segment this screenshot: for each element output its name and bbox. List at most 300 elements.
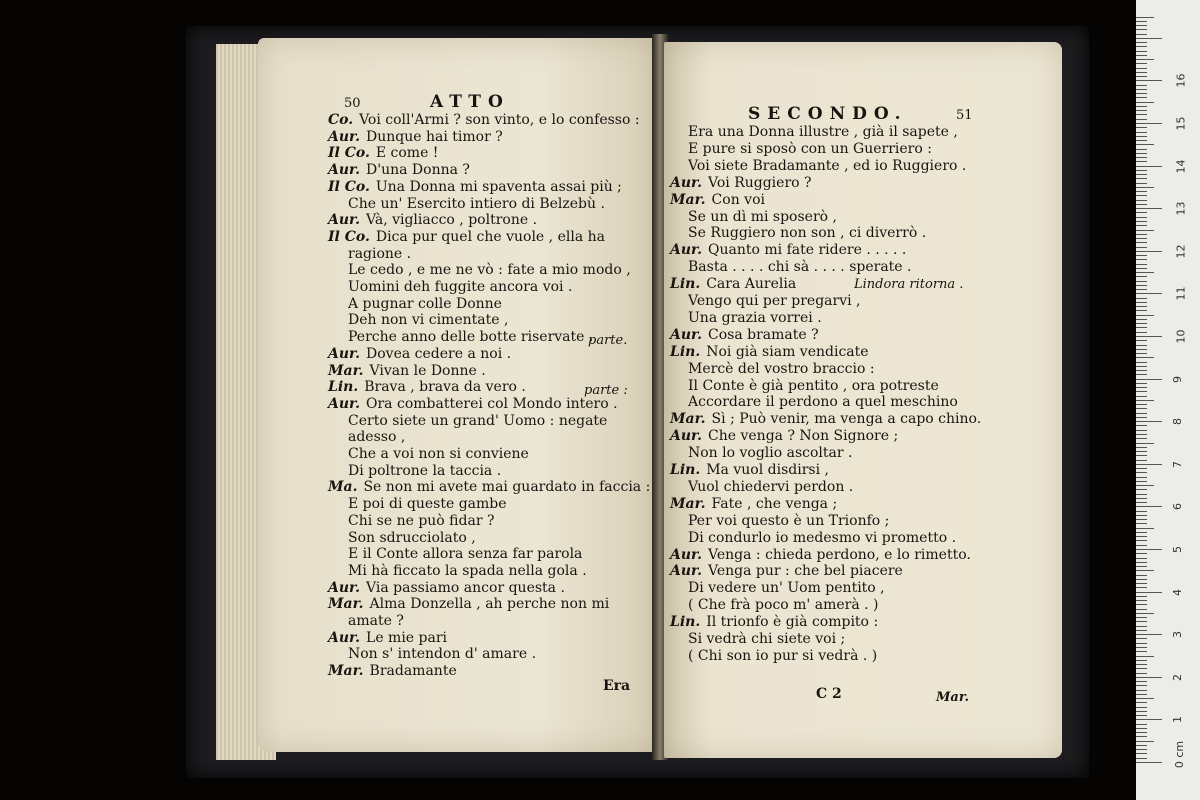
signature-mark: C 2 (816, 686, 842, 702)
ruler-tick (1136, 29, 1147, 30)
ruler-tick (1136, 238, 1147, 239)
ruler-label: 0 cm (1173, 740, 1187, 769)
ruler-tick (1136, 149, 1147, 150)
text-line (328, 363, 486, 379)
ruler-tick (1136, 298, 1147, 299)
ruler-tick (1136, 123, 1162, 124)
ruler-tick (1136, 549, 1162, 550)
text-line (328, 580, 565, 596)
ruler-label: 16 (1174, 73, 1188, 88)
speaker-name: Aur. (328, 579, 361, 596)
ruler-tick (1136, 259, 1147, 260)
ruler-tick (1136, 332, 1147, 333)
speaker-name: Lin. (670, 343, 701, 360)
ruler-tick (1136, 447, 1147, 448)
verse-text: Ma vuol disdirsi , (706, 462, 829, 478)
ruler-tick (1136, 545, 1147, 546)
text-line (328, 630, 447, 646)
ruler-tick (1136, 464, 1162, 465)
verse-text: Che un' Esercito intiero di Belzebù . (348, 195, 605, 212)
ruler-tick (1136, 660, 1147, 661)
verse-text: Certo siete un grand' Uomo : negate (348, 412, 608, 429)
ruler-tick (1136, 494, 1147, 495)
ruler-label: 9 (1171, 375, 1184, 383)
ruler-tick (1136, 208, 1162, 209)
speaker-name: Aur. (328, 212, 361, 229)
ruler-tick (1136, 357, 1154, 358)
text-line (348, 429, 405, 445)
speaker-name: Lin. (328, 379, 359, 396)
verse-text: Vengo qui per pregarvi , (688, 293, 861, 309)
ruler-tick (1136, 97, 1147, 98)
ruler-tick (1136, 21, 1147, 22)
text-line (348, 463, 501, 479)
speaker-name: Aur. (670, 546, 703, 563)
text-line (348, 296, 502, 312)
ruler-tick (1136, 762, 1162, 763)
ruler-tick (1136, 319, 1147, 320)
verse-text: Mercè del vostro braccio : (688, 360, 875, 377)
speaker-name: Aur. (328, 128, 361, 145)
text-line (348, 413, 607, 429)
ruler-tick (1136, 498, 1147, 499)
ruler-tick (1136, 140, 1147, 141)
text-line (348, 262, 631, 278)
text-line (688, 394, 958, 410)
ruler-tick (1136, 391, 1147, 392)
ruler-tick (1136, 55, 1147, 56)
speaker-name: Aur. (328, 345, 361, 362)
verse-text: Mi hà ficcato la spada nella gola . (348, 562, 587, 579)
ruler-tick (1136, 583, 1147, 584)
ruler-tick (1136, 519, 1147, 520)
ruler-tick (1136, 157, 1147, 158)
ruler-tick (1136, 345, 1147, 346)
verse-text: ( Chi son io pur si vedrà . ) (688, 647, 878, 664)
verse-text: Noi già siam vendicate (706, 343, 869, 360)
verse-text: Venga : chieda perdono, e lo rimetto. (708, 546, 971, 563)
ruler-tick (1136, 76, 1147, 77)
ruler-tick (1136, 630, 1147, 631)
ruler-tick (1136, 264, 1147, 265)
ruler-tick (1136, 749, 1147, 750)
ruler-tick (1136, 753, 1147, 754)
ruler-tick (1136, 242, 1147, 243)
ruler-label: 11 (1174, 286, 1188, 301)
speaker-name: Il Co. (328, 228, 370, 245)
verse-text: Sì ; Può venir, ma venga a capo chino. (711, 411, 982, 428)
verse-text: Và, vigliacco , poltrone . (366, 212, 538, 229)
verse-text: Il trionfo è già compito : (706, 614, 879, 631)
ruler-tick (1136, 247, 1147, 248)
verse-text: Per voi questo è un Trionfo ; (688, 512, 890, 529)
ruler-tick (1136, 647, 1147, 648)
ruler-tick (1136, 528, 1154, 529)
text-line (348, 246, 411, 262)
ruler-tick (1136, 379, 1162, 380)
ruler-tick (1136, 745, 1147, 746)
ruler-tick (1136, 25, 1147, 26)
ruler-tick (1136, 664, 1147, 665)
ruler-tick (1136, 596, 1147, 597)
speaker-name: Il Co. (328, 145, 370, 162)
text-line (348, 496, 507, 512)
ruler-label: 3 (1171, 631, 1184, 639)
ruler-tick (1136, 553, 1147, 554)
ruler-tick (1136, 42, 1147, 43)
verse-text: Voi coll'Armi ? son vinto, e lo confesso : (359, 112, 640, 128)
ruler-tick (1136, 310, 1147, 311)
speaker-name: Aur. (670, 326, 703, 343)
text-line (670, 327, 819, 343)
ruler-tick (1136, 421, 1162, 422)
ruler-tick (1136, 724, 1147, 725)
ruler-tick (1136, 221, 1147, 222)
text-line (670, 563, 903, 579)
ruler-tick (1136, 468, 1147, 469)
text-line (688, 225, 926, 241)
ruler-tick (1136, 400, 1154, 401)
ruler-tick (1136, 481, 1147, 482)
ruler-tick (1136, 302, 1147, 303)
ruler-label: 1 (1171, 716, 1184, 724)
ruler-tick (1136, 626, 1147, 627)
text-line (688, 513, 889, 529)
text-line (688, 259, 912, 275)
ruler-tick (1136, 656, 1154, 657)
ruler-tick (1136, 353, 1147, 354)
text-line (348, 530, 476, 546)
verse-text: Se un dì mi sposerò , (688, 208, 837, 225)
text-line (328, 212, 537, 228)
verse-text: Il Conte è già pentito , ora potreste (688, 377, 939, 394)
verse-text: Via passiamo ancor questa . (366, 579, 565, 596)
ruler-tick (1136, 255, 1147, 256)
ruler-tick (1136, 106, 1147, 107)
verse-text: A pugnar colle Donne (348, 295, 502, 312)
ruler-tick (1136, 153, 1147, 154)
verse-text: Alma Donzella , ah perche non mi (369, 596, 610, 613)
text-line (328, 379, 526, 395)
ruler-tick (1136, 558, 1147, 559)
ruler-tick (1136, 443, 1154, 444)
ruler-tick (1136, 166, 1162, 167)
ruler-tick (1136, 136, 1147, 137)
verse-text: ( Che frà poco m' amerà . ) (688, 597, 879, 614)
ruler-label: 4 (1171, 588, 1184, 596)
text-line (348, 546, 582, 562)
speaker-name: Co. (328, 112, 354, 128)
verse-text: Se Ruggiero non son , ci diverrò . (688, 225, 927, 242)
text-line (328, 229, 605, 245)
ruler-tick (1136, 643, 1147, 644)
ruler-tick (1136, 170, 1147, 171)
ruler-tick (1136, 736, 1147, 737)
ruler-tick (1136, 485, 1154, 486)
ruler-tick (1136, 681, 1147, 682)
text-line (328, 596, 609, 612)
text-line (670, 462, 829, 478)
ruler-tick (1136, 604, 1147, 605)
ruler-tick (1136, 570, 1154, 571)
ruler-tick (1136, 408, 1147, 409)
ruler-tick (1136, 506, 1162, 507)
ruler-tick (1136, 110, 1147, 111)
text-line (688, 124, 958, 140)
speaker-name: Aur. (670, 563, 703, 580)
ruler-tick (1136, 613, 1154, 614)
speaker-name: Lin. (670, 462, 701, 478)
text-line (670, 344, 869, 360)
ruler-label: 10 (1174, 329, 1188, 344)
ruler-tick (1136, 638, 1147, 639)
speaker-name: Lin. (670, 276, 701, 293)
text-line (670, 428, 898, 444)
text-line (670, 614, 878, 630)
ruler-tick (1136, 293, 1162, 294)
ruler-tick (1136, 191, 1147, 192)
text-line (670, 496, 837, 512)
text-line (670, 411, 981, 427)
page-header-right: SECONDO. (748, 104, 908, 124)
verse-text: D'una Donna ? (366, 162, 470, 179)
verse-text: Vuol chiedervi perdon . (688, 478, 854, 495)
ruler-tick (1136, 575, 1147, 576)
ruler-tick (1136, 685, 1147, 686)
verse-text: Non lo voglio ascoltar . (688, 445, 853, 462)
text-line (348, 196, 605, 212)
catchword-left: Era (603, 678, 631, 694)
text-line (348, 279, 572, 295)
ruler-tick (1136, 634, 1162, 635)
ruler-tick (1136, 609, 1147, 610)
ruler-tick (1136, 366, 1147, 367)
ruler-tick (1136, 374, 1147, 375)
ruler-label: 5 (1171, 546, 1184, 553)
ruler-tick (1136, 225, 1147, 226)
speaker-name: Aur. (328, 395, 361, 412)
verse-text: Perche anno delle botte riservate . (348, 329, 594, 346)
ruler-tick (1136, 68, 1147, 69)
speaker-name: Aur. (670, 174, 703, 191)
ruler-tick (1136, 460, 1147, 461)
ruler-tick (1136, 562, 1147, 563)
ruler-tick (1136, 387, 1147, 388)
ruler-tick (1136, 89, 1147, 90)
text-line (688, 158, 966, 174)
text-line (348, 646, 536, 662)
verse-text: Quanto mi fate ridere . . . . . (708, 242, 907, 259)
ruler-tick (1136, 281, 1147, 282)
verse-text: ragione . (348, 245, 412, 262)
speaker-name: Aur. (328, 629, 361, 646)
ruler-tick (1136, 72, 1147, 73)
ruler-label: 2 (1171, 673, 1184, 681)
ruler-tick (1136, 587, 1147, 588)
ruler-tick (1136, 230, 1154, 231)
verse-text: Una Donna mi spaventa assai più ; (375, 178, 622, 195)
text-line (688, 361, 875, 377)
ruler-tick (1136, 336, 1162, 337)
ruler-label: 14 (1174, 159, 1188, 174)
ruler-tick (1136, 707, 1147, 708)
ruler-tick (1136, 268, 1147, 269)
ruler-tick (1136, 285, 1147, 286)
ruler-tick (1136, 119, 1147, 120)
verse-text: Basta . . . . chi sà . . . . sperate . (688, 259, 912, 276)
ruler-tick (1136, 413, 1147, 414)
ruler-tick (1136, 144, 1154, 145)
ruler-tick (1136, 234, 1147, 235)
text-line (328, 346, 511, 362)
ruler-tick (1136, 178, 1147, 179)
ruler-tick (1136, 161, 1147, 162)
ruler-tick (1136, 46, 1147, 47)
ruler-tick (1136, 425, 1147, 426)
ruler-tick (1136, 715, 1147, 716)
ruler-tick (1136, 600, 1147, 601)
verse-text: E il Conte allora senza far parola (348, 546, 583, 563)
text-line (670, 242, 906, 258)
ruler-tick (1136, 195, 1147, 196)
verse-text: Venga pur : che bel piacere (708, 563, 903, 580)
ruler-tick (1136, 532, 1147, 533)
ruler-label: 15 (1174, 116, 1188, 131)
stage-direction: parte : (584, 383, 628, 398)
verse-text: Vivan le Donne . (369, 362, 486, 379)
ruler-tick (1136, 540, 1147, 541)
ruler-tick (1136, 690, 1147, 691)
text-line (328, 396, 618, 412)
ruler-tick (1136, 502, 1147, 503)
ruler-tick (1136, 174, 1147, 175)
ruler-tick (1136, 472, 1147, 473)
verse-text: Cara Aurelia (706, 276, 797, 293)
ruler-tick (1136, 515, 1147, 516)
verse-text: Voi siete Bradamante , ed io Ruggiero . (688, 157, 967, 174)
text-line (328, 179, 622, 195)
verse-text: Non s' intendon d' amare . (348, 646, 537, 663)
left-page (258, 38, 658, 752)
speaker-name: Aur. (670, 428, 703, 445)
ruler-tick (1136, 289, 1147, 290)
speaker-name: Lin. (670, 614, 701, 631)
verse-text: Son sdrucciolato , (348, 529, 476, 546)
ruler-tick (1136, 536, 1147, 537)
speaker-name: Mar. (328, 362, 364, 379)
ruler-tick (1136, 677, 1162, 678)
text-line (670, 175, 812, 191)
verse-text: Di vedere un' Uom pentito , (688, 580, 885, 597)
verse-text: Accordare il perdono a quel meschino (688, 394, 958, 411)
ruler-tick (1136, 306, 1147, 307)
text-line (348, 446, 529, 462)
verse-text: Deh non vi cimentate , (348, 312, 509, 329)
ruler-tick (1136, 617, 1147, 618)
text-line (328, 145, 438, 161)
text-line (328, 112, 640, 128)
ruler-tick (1136, 51, 1147, 52)
ruler-tick (1136, 404, 1147, 405)
ruler-tick (1136, 434, 1147, 435)
ruler-tick (1136, 694, 1147, 695)
text-line (688, 293, 861, 309)
verse-text: Ora combatterei col Mondo intero . (366, 395, 618, 412)
ruler-tick (1136, 396, 1147, 397)
ruler-tick (1136, 340, 1147, 341)
text-line (348, 563, 587, 579)
text-line (328, 162, 470, 178)
catchword-right: Mar. (936, 690, 969, 705)
text-line (688, 648, 877, 664)
verse-text: Bradamante (369, 663, 457, 680)
ruler-tick (1136, 417, 1147, 418)
ruler-tick (1136, 579, 1147, 580)
ruler-tick (1136, 212, 1147, 213)
ruler-tick (1136, 38, 1162, 39)
ruler-tick (1136, 719, 1162, 720)
verse-text: Dovea cedere a noi . (366, 345, 512, 362)
ruler-tick (1136, 362, 1147, 363)
text-line (688, 530, 956, 546)
speaker-name: Mar. (670, 411, 706, 428)
speaker-name: Aur. (670, 242, 703, 259)
ruler-tick (1136, 323, 1147, 324)
ruler-tick (1136, 732, 1147, 733)
ruler-label: 8 (1171, 418, 1184, 426)
ruler-tick (1136, 200, 1147, 201)
ruler-tick (1136, 651, 1147, 652)
measuring-ruler (1136, 0, 1200, 800)
ruler-tick (1136, 511, 1147, 512)
verse-text: Di condurlo io medesmo vi prometto . (688, 529, 957, 546)
ruler-tick (1136, 204, 1147, 205)
speaker-name: Ma. (328, 479, 358, 496)
ruler-label: 7 (1171, 460, 1184, 468)
text-line (328, 663, 457, 679)
speaker-name: Mar. (328, 663, 364, 680)
text-line (688, 631, 845, 647)
stage-direction: parte. (588, 333, 628, 348)
ruler-label: 13 (1174, 201, 1188, 216)
ruler-tick (1136, 477, 1147, 478)
verse-text: Con voi (711, 191, 765, 208)
ruler-tick (1136, 455, 1147, 456)
verse-text: Una grazia vorrei . (688, 309, 822, 326)
ruler-label: 12 (1174, 244, 1188, 259)
text-line (688, 209, 837, 225)
ruler-tick (1136, 183, 1147, 184)
text-line (688, 141, 932, 157)
verse-text: adesso , (348, 429, 406, 446)
ruler-tick (1136, 251, 1162, 252)
ruler-tick (1136, 668, 1147, 669)
ruler-tick (1136, 63, 1147, 64)
page-header-left: ATTO (430, 92, 510, 112)
page-number-left: 50 (344, 96, 361, 111)
verse-text: Era una Donna illustre , già il sapete , (688, 124, 958, 140)
text-line (688, 479, 853, 495)
verse-text: amate ? (348, 613, 404, 629)
speaker-name: Il Co. (328, 178, 370, 195)
right-page (664, 42, 1062, 758)
verse-text: Si vedrà chi siete voi ; (688, 631, 846, 647)
speaker-name: Mar. (670, 495, 706, 512)
ruler-tick (1136, 438, 1147, 439)
stage-direction: Lindora ritorna . (854, 277, 964, 292)
text-line (348, 329, 593, 345)
speaker-name: Mar. (328, 596, 364, 613)
